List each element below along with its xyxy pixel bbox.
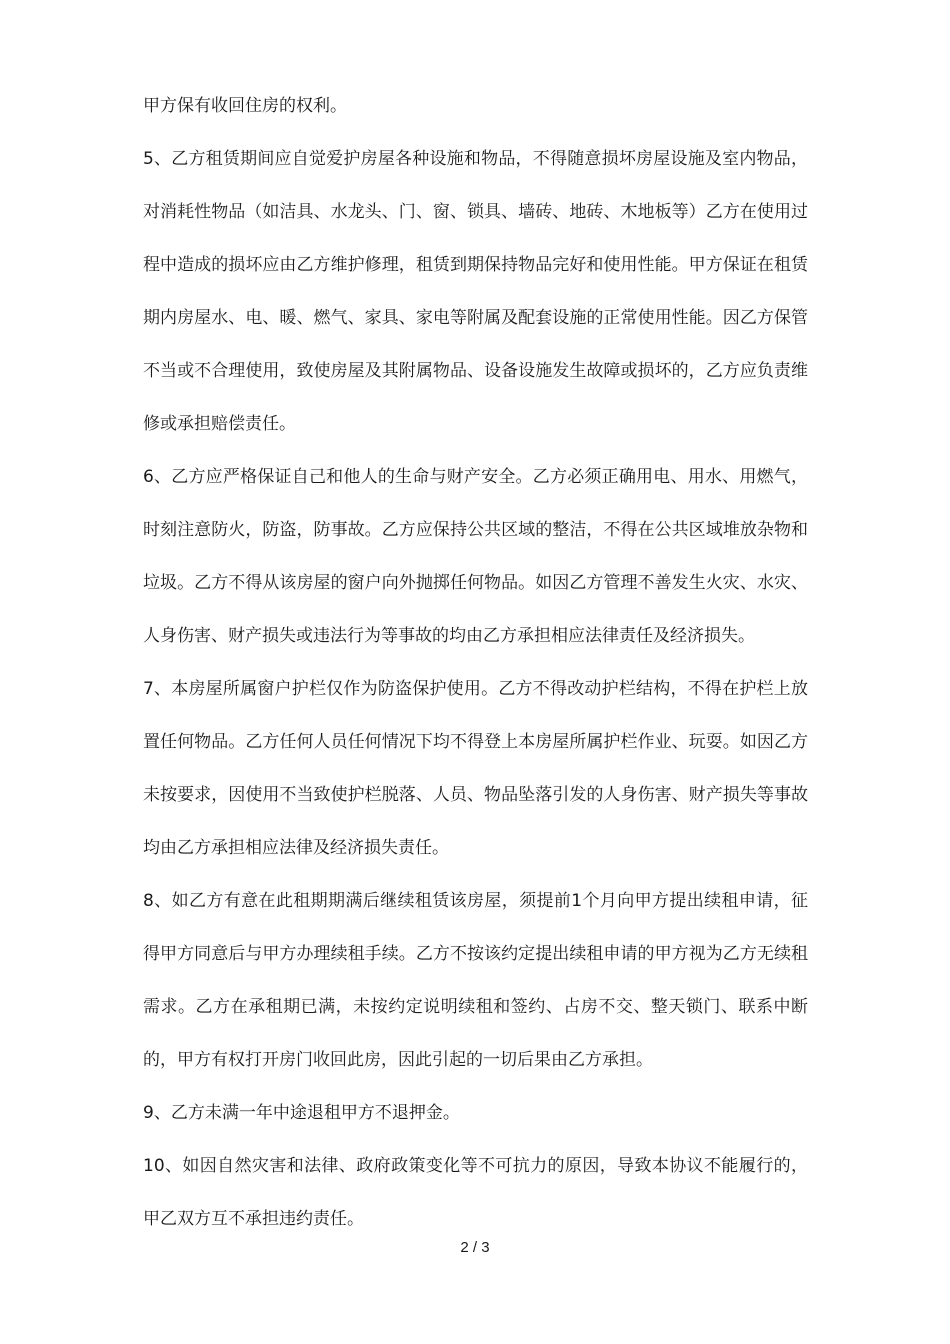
paragraph-continuation: 甲方保有收回住房的权利。 xyxy=(143,96,347,116)
document-body xyxy=(143,80,808,1246)
page-number: 2 / 3 xyxy=(460,1239,490,1256)
clause-5: 5、乙方租赁期间应自觉爱护房屋各种设施和物品，不得随意损坏房屋设施及室内物品，对消耗性物品（如洁具、水龙头、门、窗、锁具、墙砖、地砖、木地板等）乙方在使用过程中造成的损坏应由乙方维护修理，租赁到期保持物品完好和使用性能。甲方保证在租赁期内房屋水、电、暖、燃气、家具、家电等附属及配套设施的正常使用性能。因乙方保管不当或不合理使用，致使房屋及其附属物品、设备设施发生故障或损坏的，乙方应负责维修或承担赔偿责任。 xyxy=(143,149,808,434)
clause-8: 8、如乙方有意在此租期期满后继续租赁该房屋，须提前1个月向甲方提出续租申请，征得甲方同意后与甲方办理续租手续。乙方不按该约定提出续租申请的甲方视为乙方无续租需求。乙方在承租期已满，未按约定说明续租和签约、占房不交、整天锁门、联系中断的，甲方有权打开房门收回此房，因此引起的一切后果由乙方承担。 xyxy=(143,891,808,1070)
clause-7: 7、本房屋所属窗户护栏仅作为防盗保护使用。乙方不得改动护栏结构，不得在护栏上放置任何物品。乙方任何人员任何情况下均不得登上本房屋所属护栏作业、玩耍。如因乙方未按要求，因使用不当致使护栏脱落、人员、物品坠落引发的人身伤害、财产损失等事故均由乙方承担相应法律及经济损失责任。 xyxy=(143,679,808,858)
clause-6: 6、乙方应严格保证自己和他人的生命与财产安全。乙方必须正确用电、用水、用燃气，时刻注意防火，防盗，防事故。乙方应保持公共区域的整洁，不得在公共区域堆放杂物和垃圾。乙方不得从该房屋的窗户向外抛掷任何物品。如因乙方管理不善发生火灾、水灾、人身伤害、财产损失或违法行为等事故的均由乙方承担相应法律责任及经济损失。 xyxy=(143,467,808,646)
clause-9: 9、乙方未满一年中途退租甲方不退押金。 xyxy=(143,1103,460,1123)
clause-10: 10、如因自然灾害和法律、政府政策变化等不可抗力的原因，导致本协议不能履行的，甲乙双方互不承担违约责任。 xyxy=(143,1156,808,1229)
